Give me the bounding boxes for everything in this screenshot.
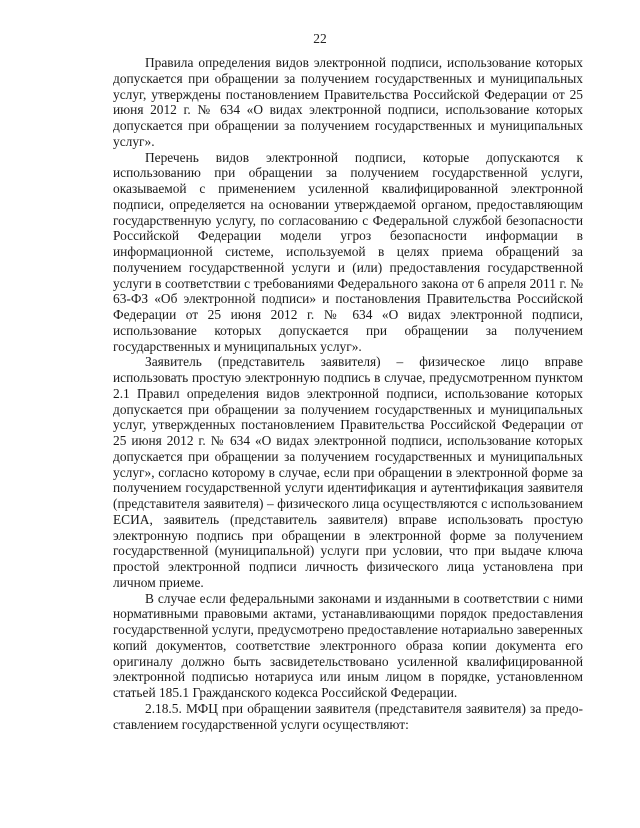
paragraph-mfc-section: 2.18.5. МФЦ при обращении заявителя (представителя заявителя) за предоставлением государственной услуги осуществляют:: [113, 700, 583, 732]
page-number: 22: [313, 31, 327, 46]
paragraph-signature-rules: Правила определения видов электронной подписи, использование которых допускается при обращении за получением государственных и муниципальных услуг, утверждены постановлением Правительства Российской Федерации от 25 июня 2012 г. № 634 «О видах электронной подписи, использование которых допускается при обращении за получением государственных и муниципальных услуг».: [113, 55, 583, 149]
document-body: [113, 55, 583, 732]
paragraph-notarized-copies: В случае если федеральными законами и изданными в соответствии с ними нормативными правовыми актами, устанавливающими порядок предоставления государственной услуги, предусмотрено предоставление нотариально заверенных копий документов, соответствие электронного образа копии документа его оригиналу должно быть засвидетельствовано усиленной квалифицированной электронной подписью нотариуса или иным лицом в порядке, установленном статьей 185.1 Гражданского кодекса Российской Федерации.: [113, 590, 583, 700]
paragraph-applicant-simple-signature: Заявитель (представитель заявителя) – физическое лицо вправе использовать простую электронную подпись в случае, предусмотренном пунктом 2.1 Правил определения видов электронной подписи, использование которых допускается при обращении за получением государственных и муниципальных услуг, утвержденных постановлением Правительства Российской Федерации от 25 июня 2012 г. № 634 «О видах электронной подписи, использование которых допускается при обращении за получением государственных и муниципальных услуг», согласно которому в случае, если при обращении в электронной форме за получением государственной услуги идентификация и аутентификация заявителя (представителя заявителя) – физического лица осуществляются с использованием ЕСИА, заявитель (представитель заявителя) вправе использовать простую электронную подпись при обращении в электронной форме за получением государственной (муниципальной) услуги при условии, что при выдаче ключа простой электронной подписи личность физического лица установлена при личном приеме.: [113, 354, 583, 590]
paragraph-signature-types-list: Перечень видов электронной подписи, которые допускаются к использованию при обращении за получением государственной услуги, оказываемой с применением усиленной квалифицированной электронной подписи, определяется на основании утверждаемой органом, предоставляющим государственную услугу, по согласованию с Федеральной службой безопасности Российской Федерации модели угроз безопасности информации в информационной системе, используемой в целях приема обращений за получением государственной услуги и (или) предоставления государственной услуги в соответствии с требованиями Федерального закона от 6 апреля 2011 г. № 63-ФЗ «Об электронной подписи» и постановления Правительства Российской Федерации от 25 июня 2012 г. № 634 «О видах электронной подписи, использование которых допускается при обращении за получением государственных и муниципальных услуг».: [113, 149, 583, 354]
